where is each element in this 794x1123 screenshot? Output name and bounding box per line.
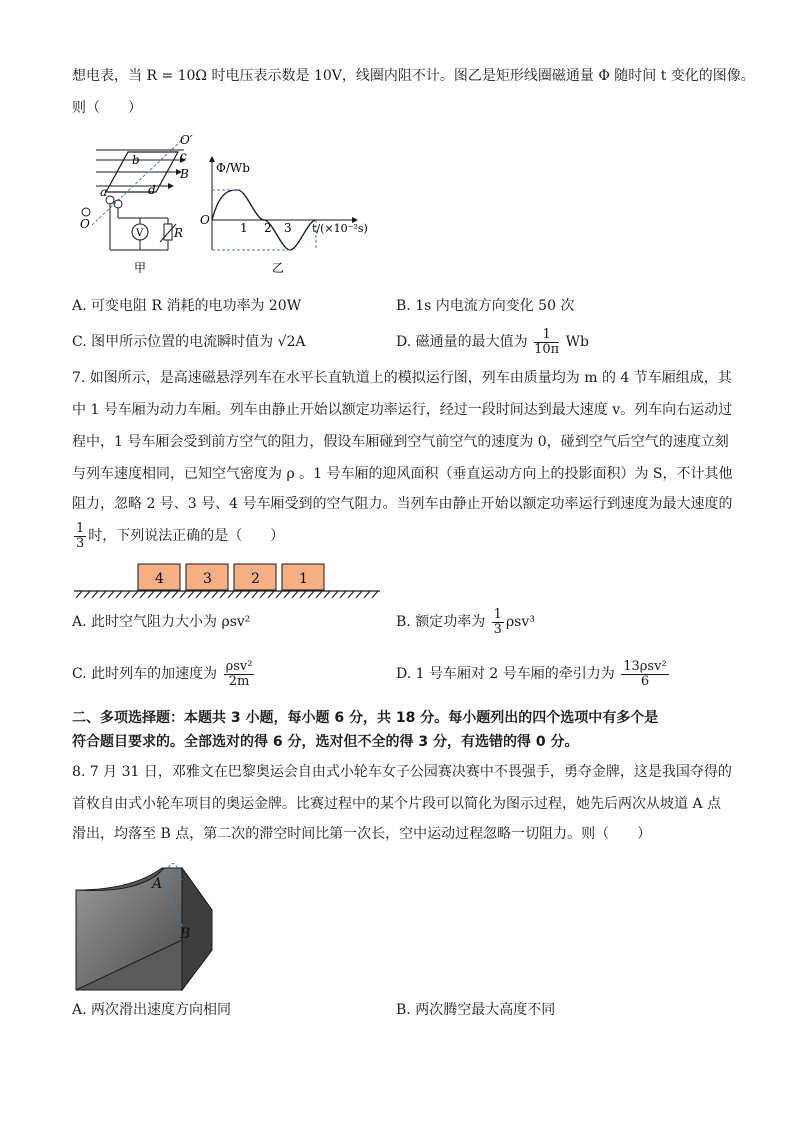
q7-line4: 与列车速度相同，已知空气密度为 ρ 。1 号车厢的迎风面积（垂直运动方向上的投影面积）为 S，不计其他 <box>72 466 733 482</box>
q8-option-a[interactable]: A. 两次滑出速度方向相同 <box>72 1002 232 1018</box>
q7-line5: 阻力，忽略 2 号、3 号、4 号车厢受到的空气阻力。当列车由静止开始以额定功率运行到速度为最大速度的 <box>72 496 733 512</box>
section-heading-line2: 符合题目要求的。全部选对的得 6 分，选对但不全的得 3 分，有选错的得 0 分。 <box>72 734 579 750</box>
car-3-label: 3 <box>203 571 212 587</box>
q7-line6-text: 时，下列说法正确的是（ ） <box>88 528 285 544</box>
q8-figure-ramp <box>72 850 222 995</box>
q7-option-d-fraction <box>621 660 668 689</box>
car-3 <box>186 564 228 590</box>
q6-figure-generator <box>72 130 202 275</box>
q7-line1: 7. 如图所示，是高速磁悬浮列车在水平长直轨道上的模拟运行图，列车由质量均为 m 的 4 节车厢组成，其 <box>72 370 732 386</box>
q7-option-b-expression: ρsv³ <box>505 614 535 630</box>
q7-option-d[interactable] <box>396 656 671 692</box>
q7-line3: 程中，1 号车厢会受到前方空气的阻力，假设车厢碰到空气前空气的速度为 0，碰到空气后空气的速度立刻 <box>72 434 729 450</box>
q6-option-d-unit: Wb <box>565 334 589 350</box>
label-resistor-r: R <box>174 226 184 240</box>
q6-intro-line1: 想电表，当 R = 10Ω 时电压表示数是 10V，线圈内阻不计。图乙是矩形线圈磁通量 Φ 随时间 t 变化的图像。 <box>72 68 755 84</box>
fraction-denominator: 2m <box>228 673 250 689</box>
origin-label: O <box>200 213 210 227</box>
label-field-b: B <box>180 167 189 181</box>
voltmeter-label: V <box>136 228 144 239</box>
point-b-label: B <box>180 926 191 942</box>
fraction-numerator: 1 <box>493 606 502 622</box>
fraction-denominator: 3 <box>493 621 502 637</box>
q8-option-b[interactable]: B. 两次腾空最大高度不同 <box>396 1002 556 1018</box>
tick-3: 3 <box>284 221 292 235</box>
point-a-label: A <box>152 876 163 892</box>
q7-option-c-fraction <box>224 660 255 689</box>
car-1-label: 1 <box>299 571 308 587</box>
q7-option-c[interactable] <box>72 656 256 692</box>
q6-option-d-fraction <box>534 328 559 357</box>
fraction-denominator: 10π <box>534 341 560 357</box>
q7-option-c-label: C. 此时列车的加速度为 <box>72 666 218 682</box>
label-a: a <box>100 185 108 199</box>
car-2 <box>234 564 276 590</box>
car-1 <box>282 564 324 590</box>
q7-option-b-fraction <box>492 608 504 637</box>
q7-option-b-label: B. 额定功率为 <box>396 614 486 630</box>
q6-option-b[interactable]: B. 1s 内电流方向变化 50 次 <box>396 298 575 314</box>
tick-1: 1 <box>240 221 248 235</box>
q7-figure-train <box>72 562 382 600</box>
q7-one-third-fraction <box>74 522 86 551</box>
car-4 <box>138 564 180 590</box>
fraction-denominator: 6 <box>640 673 650 689</box>
q6-option-d-label: D. 磁通量的最大值为 <box>396 334 528 350</box>
car-4-label: 4 <box>155 571 164 587</box>
fraction-numerator: 13ρsv² <box>623 658 667 674</box>
label-o: O <box>80 217 90 231</box>
track-hatching <box>76 591 378 598</box>
tick-2: 2 <box>264 221 272 235</box>
fraction-numerator: 1 <box>534 328 559 343</box>
label-o-prime: O′ <box>180 133 193 147</box>
fraction-numerator: ρsv² <box>225 658 253 674</box>
label-c: c <box>180 149 187 163</box>
q6-intro-line2: 则（ ） <box>72 100 142 116</box>
figure-caption-yi: 乙 <box>272 261 285 275</box>
label-b: b <box>132 153 140 167</box>
q7-option-a[interactable]: A. 此时空气阻力大小为 ρsv² <box>72 614 251 630</box>
q6-option-c[interactable]: C. 图甲所示位置的电流瞬时值为 √2A <box>72 334 306 350</box>
q8-line1: 8. 7 月 31 日，邓雅文在巴黎奥运会自由式小轮车女子公园赛决赛中不畏强手，勇夺金牌，这是我国夺得的 <box>72 764 732 780</box>
section-heading-line1: 二、多项选择题：本题共 3 小题，每小题 6 分，共 18 分。每小题列出的四个选项中有多个是 <box>72 710 659 726</box>
q8-line2: 首枚自由式小轮车项目的奥运金牌。比赛过程中的某个片段可以简化为图示过程，她先后两次从坡道 A 点 <box>72 796 722 812</box>
q7-option-d-label: D. 1 号车厢对 2 号车厢的牵引力为 <box>396 666 615 682</box>
q6-option-d[interactable] <box>396 324 589 360</box>
fraction-denominator: 3 <box>76 535 85 551</box>
y-axis-label: Φ/Wb <box>216 161 250 175</box>
fraction-numerator: 1 <box>76 520 85 536</box>
q6-figure-flux-graph <box>200 150 375 275</box>
figure-caption-jia: 甲 <box>134 261 147 275</box>
q6-option-a[interactable]: A. 可变电阻 R 消耗的电功率为 20W <box>72 298 302 314</box>
q7-line2: 中 1 号车厢为动力车厢。列车由静止开始以额定功率运行，经过一段时间达到最大速度 v。列车向右运动过 <box>72 402 733 418</box>
q8-line3: 滑出，均落至 B 点，第二次的滞空时间比第一次长，空中运动过程忽略一切阻力。则（ ） <box>72 826 652 842</box>
label-d: d <box>148 183 156 197</box>
car-2-label: 2 <box>251 571 260 587</box>
q7-option-b[interactable] <box>396 604 535 640</box>
q7-line6 <box>72 518 284 554</box>
x-axis-label: t/(×10⁻²s) <box>312 222 368 235</box>
